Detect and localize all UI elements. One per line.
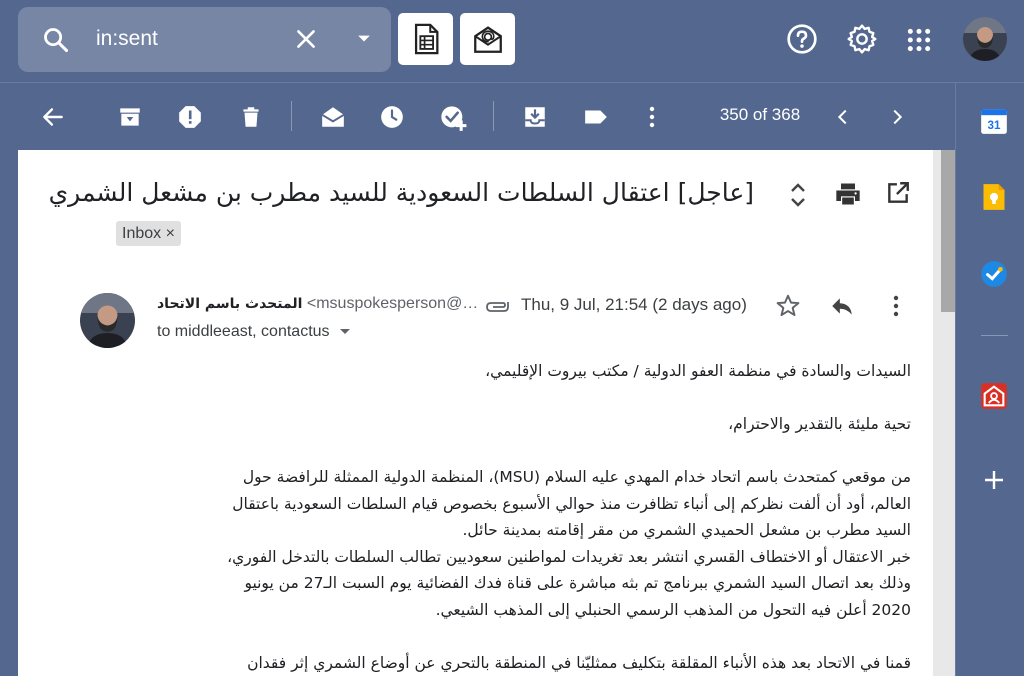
- body-paragraph: وذلك بعد اتصال السيد الشمري ببرنامج تم بثه مباشرة على قناة فدك الفضائية يوم السبت الـ27 من يونيو: [244, 574, 911, 592]
- move-to-icon[interactable]: [522, 104, 548, 130]
- reply-icon[interactable]: [828, 293, 856, 319]
- body-paragraph: قمنا في الاتحاد بعد هذه الأنباء المقلقة بتكليف ممثليّنا في المنطقة بالتحري عن أوضاع الشمري إثر فقدان: [247, 653, 911, 672]
- sender-name[interactable]: المتحدث باسم الاتحاد: [157, 296, 303, 312]
- body-paragraph: السيدات والسادة في منظمة العفو الدولية / مكتب بيروت الإقليمي،: [485, 362, 911, 380]
- spreadsheet-shortcut-button[interactable]: [398, 13, 453, 65]
- more-icon[interactable]: [642, 104, 662, 130]
- email-shortcut-button[interactable]: [460, 13, 515, 65]
- svg-text:31: 31: [987, 119, 1001, 133]
- body-paragraph: العالم، أود أن ألفت نظركم إلى أنباء تظافرت منذ حوالي الأسبوع بخصوص قيام السلطات السعودية باعتقال: [232, 494, 911, 513]
- sender-line: [157, 295, 478, 313]
- settings-icon[interactable]: [846, 23, 878, 55]
- account-avatar[interactable]: [963, 17, 1007, 61]
- attachment-icon: [484, 295, 512, 315]
- star-icon[interactable]: [775, 293, 801, 319]
- message-counter: 350 of 368: [719, 105, 801, 124]
- mark-unread-icon[interactable]: [319, 104, 347, 130]
- body-paragraph: السيد مطرب بن مشعل الحميدي الشمري من مقر إقامته بمدينة حائل.: [462, 521, 911, 539]
- body-spacer: [128, 623, 911, 650]
- close-icon[interactable]: [293, 26, 319, 52]
- toolbar-divider: [291, 101, 292, 131]
- help-icon[interactable]: [786, 23, 818, 55]
- search-box[interactable]: [18, 7, 391, 72]
- report-spam-icon[interactable]: [177, 104, 203, 130]
- show-details-caret-icon[interactable]: [338, 327, 352, 337]
- body-paragraph: 2020 أعلن فيه التحول من المذهب الرسمي الحنبلي إلى المذهب الشيعي.: [435, 600, 911, 619]
- print-icon[interactable]: [834, 180, 862, 208]
- message-subject: [عاجل] اعتقال السلطات السعودية للسيد مطرب بن مشعل الشمري: [48, 178, 754, 207]
- snooze-icon[interactable]: [379, 104, 405, 130]
- search-input[interactable]: [96, 25, 266, 53]
- sidebar-divider: [955, 83, 956, 676]
- arrow-drop-down-icon[interactable]: [353, 29, 375, 49]
- body-paragraph: تحية مليئة بالتقدير والاحترام،: [728, 415, 911, 433]
- sender-avatar[interactable]: [80, 293, 135, 348]
- archive-icon[interactable]: [117, 104, 143, 130]
- toolbar-divider: [493, 101, 494, 131]
- top-divider: [0, 82, 1024, 83]
- recipients-line: [157, 323, 352, 341]
- apps-grid-icon[interactable]: [906, 27, 932, 53]
- add-to-tasks-icon[interactable]: [439, 104, 467, 132]
- keep-icon[interactable]: [980, 183, 1008, 211]
- newer-chevron-icon[interactable]: [832, 104, 854, 130]
- calendar-icon[interactable]: [980, 107, 1008, 135]
- back-arrow-icon[interactable]: [40, 104, 66, 130]
- sender-email: <msuspokesperson@…: [306, 295, 479, 312]
- older-chevron-icon[interactable]: [886, 104, 908, 130]
- body-paragraph: من موقعي كمتحدث باسم اتحاد خدام المهدي عليه السلام (MSU)، المنظمة الدولية الممثلة للرافضة حول: [242, 468, 911, 486]
- label-icon[interactable]: [582, 104, 610, 130]
- top-bar: [0, 0, 1024, 82]
- add-addon-icon[interactable]: [982, 468, 1006, 492]
- message-body: [128, 358, 911, 676]
- contacts-icon[interactable]: [980, 382, 1008, 410]
- expand-collapse-icon[interactable]: [788, 180, 808, 210]
- inbox-label-chip[interactable]: Inbox ×: [116, 221, 181, 246]
- delete-icon[interactable]: [238, 104, 264, 130]
- recipients: to middleeast, contactus: [157, 323, 330, 340]
- body-paragraph: خبر الاعتقال أو الاختطاف القسري انتشر بعد تغريدات لمواطنين سعوديين تطالب السلطات بالتدخل الفوري،: [227, 547, 911, 566]
- scrollbar-thumb[interactable]: [941, 150, 955, 312]
- body-spacer: [128, 438, 911, 465]
- tasks-icon[interactable]: [980, 260, 1008, 288]
- open-new-window-icon[interactable]: [885, 180, 911, 206]
- sidebar-separator: [981, 335, 1008, 336]
- body-spacer: [128, 385, 911, 412]
- message-date: Thu, 9 Jul, 21:54 (2 days ago): [521, 295, 747, 314]
- message-more-icon[interactable]: [886, 293, 906, 319]
- message-pane: [18, 150, 933, 676]
- search-icon[interactable]: [42, 26, 70, 54]
